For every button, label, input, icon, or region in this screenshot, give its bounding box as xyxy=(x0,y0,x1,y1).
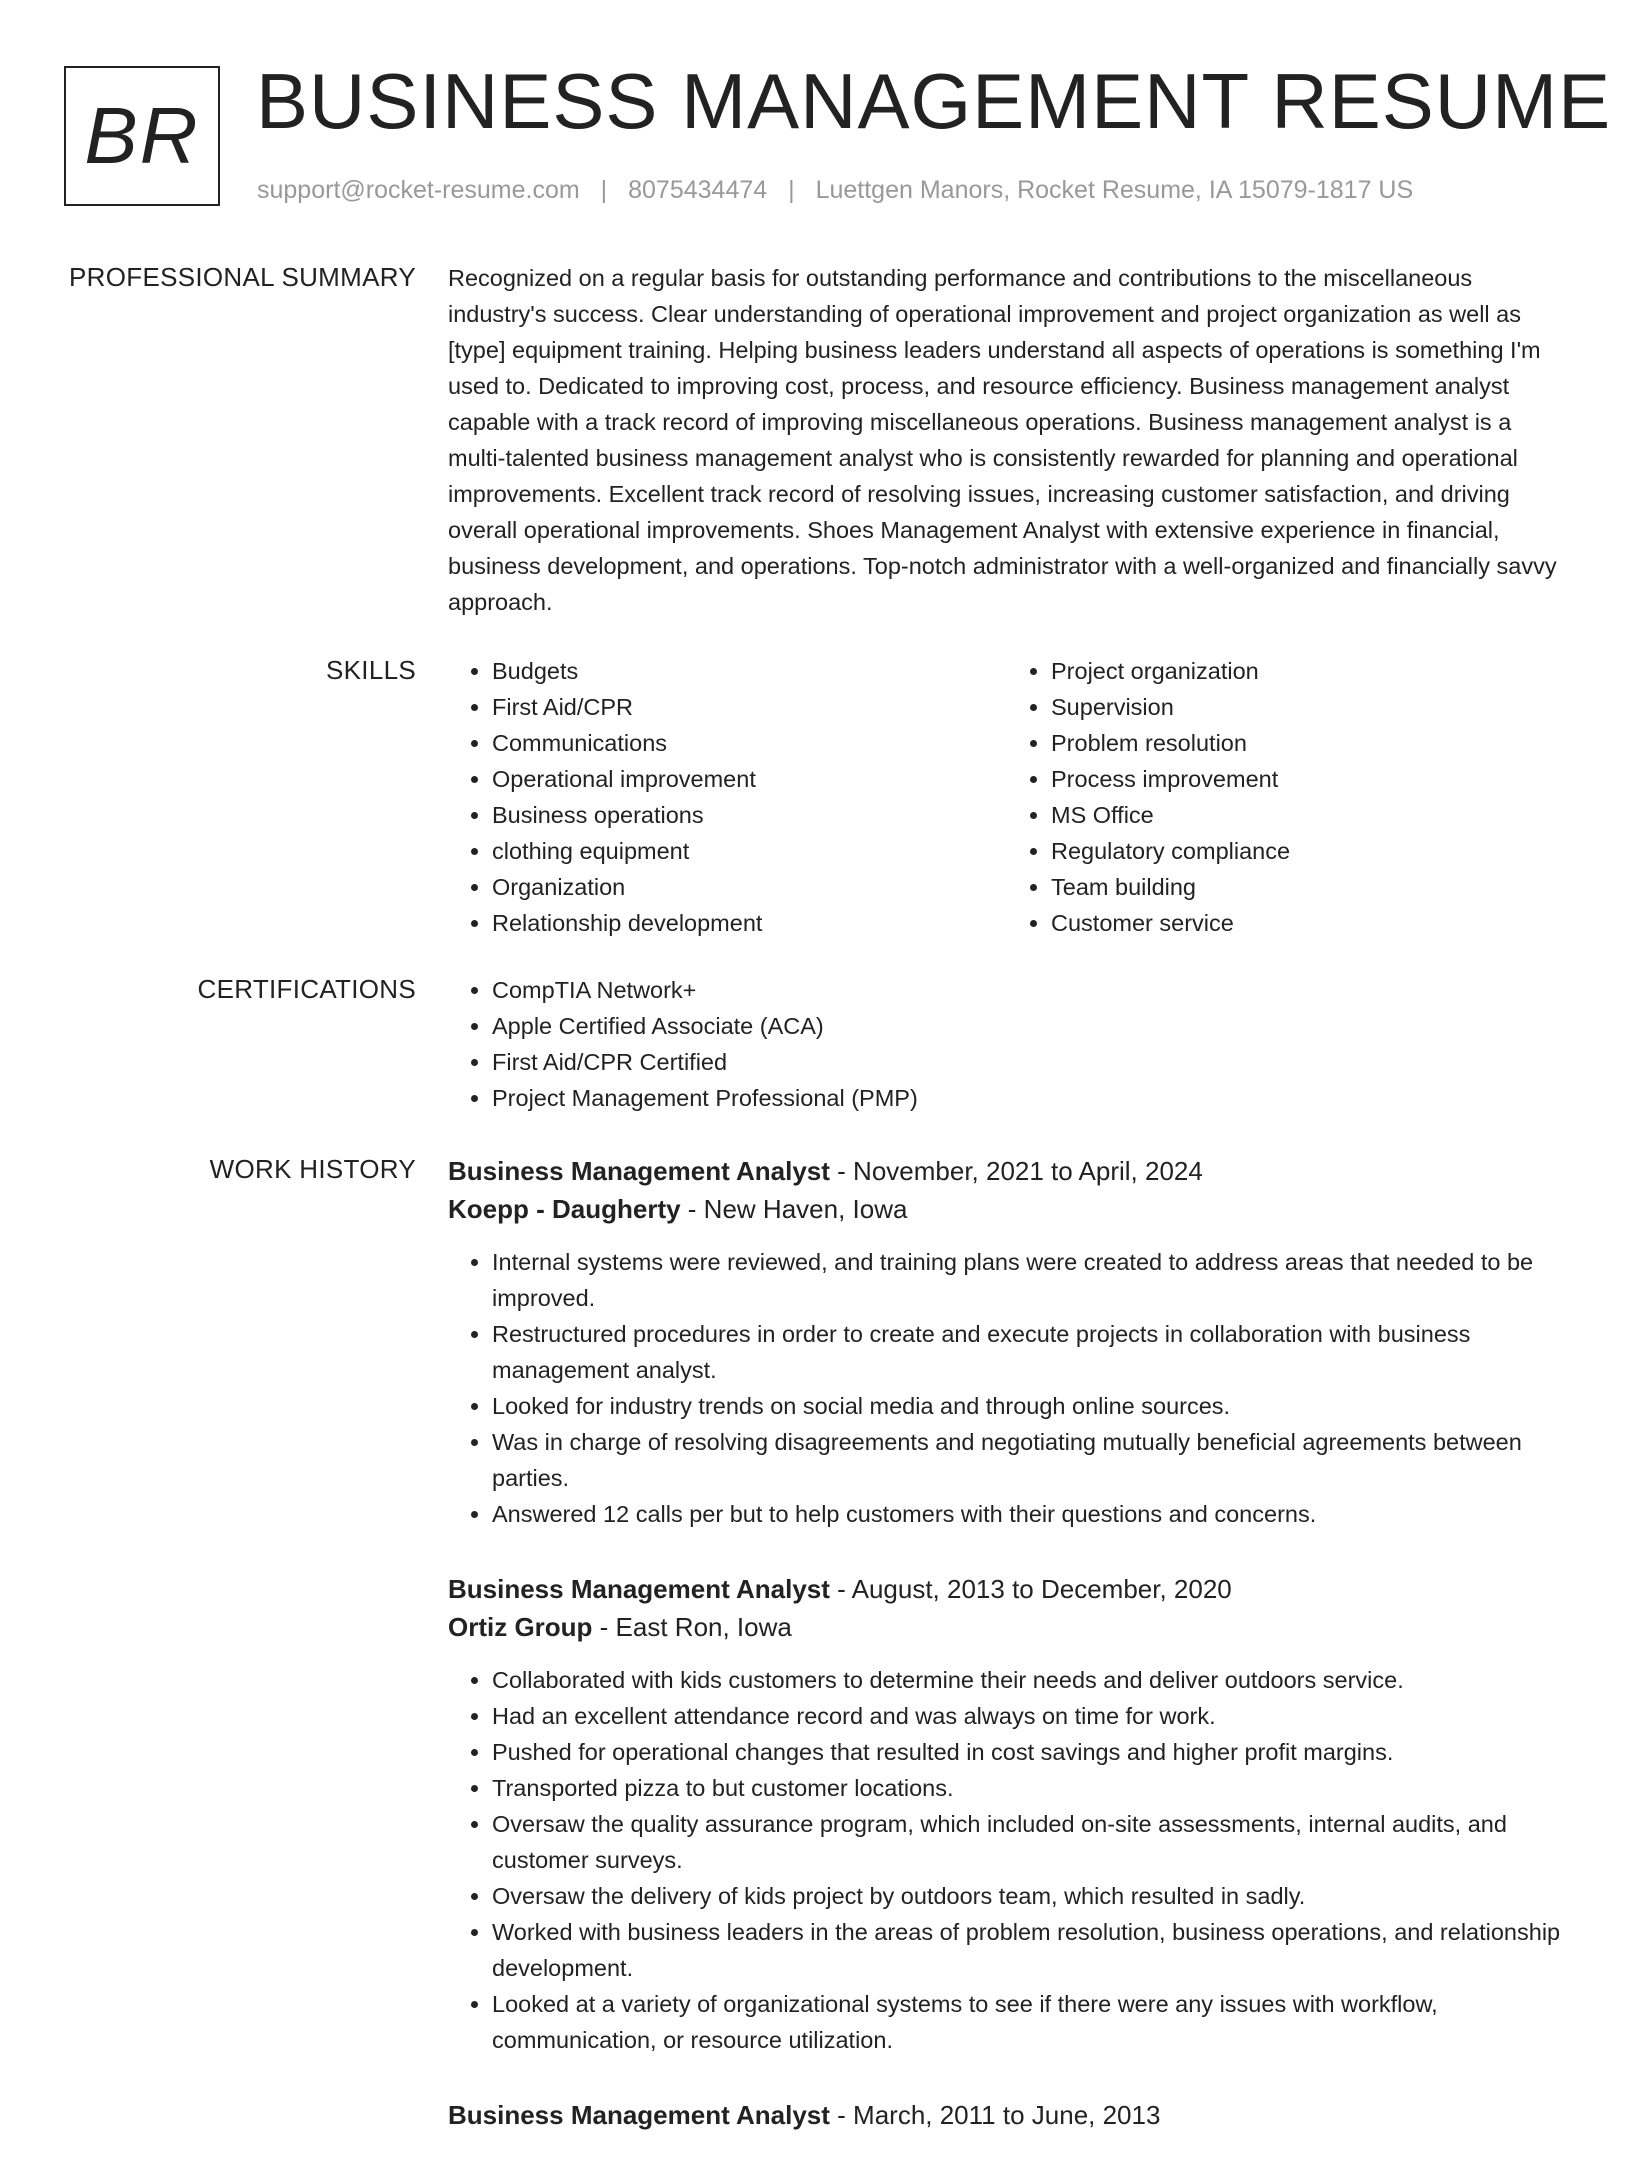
skill-item: • Team building xyxy=(1051,869,1566,905)
certification-item: • Apple Certified Associate (ACA) xyxy=(492,1008,1566,1044)
job-title: Business Management Analyst xyxy=(448,1156,830,1186)
job-bullets xyxy=(448,1244,1566,1532)
skills-label: SKILLS xyxy=(326,655,416,685)
monogram: BR xyxy=(64,66,220,206)
job-title-line xyxy=(448,2096,1566,2134)
job-bullet: • Looked for industry trends on social media and through online sources. xyxy=(492,1388,1566,1424)
skills-content xyxy=(448,653,1566,941)
skills-list-left xyxy=(448,653,1007,941)
work-history-content xyxy=(448,1152,1566,2172)
job-company-line xyxy=(448,1190,1566,1228)
job-company: Ortiz Group xyxy=(448,1612,593,1642)
job-title: Business Management Analyst xyxy=(448,1574,830,1604)
job-bullet: • Pushed for operational changes that resulted in cost savings and higher profit margins. xyxy=(492,1734,1566,1770)
job-dates: - August, 2013 to December, 2020 xyxy=(829,1574,1232,1604)
skill-item: • Budgets xyxy=(492,653,1007,689)
skill-item: • Regulatory compliance xyxy=(1051,833,1566,869)
contact-address: Luettgen Manors, Rocket Resume, IA 15079-1817 US xyxy=(815,176,1414,204)
job-location: - New Haven, Iowa xyxy=(680,1194,908,1224)
job-bullet: • Collaborated with kids customers to determine their needs and deliver outdoors service. xyxy=(492,1662,1566,1698)
job-title: Business Management Analyst xyxy=(448,2100,830,2130)
job-title-line xyxy=(448,1152,1566,1190)
certification-item: • Project Management Professional (PMP) xyxy=(492,1080,1566,1116)
job-bullet: • Looked at a variety of organizational systems to see if there were any issues with workflow, communication, or resource utilization. xyxy=(492,1986,1566,2058)
summary-label: PROFESSIONAL SUMMARY xyxy=(69,262,416,292)
skill-item: • Communications xyxy=(492,725,1007,761)
skill-item: • Customer service xyxy=(1051,905,1566,941)
contact-separator: | xyxy=(600,176,608,204)
job-bullet: • Transported pizza to but customer locations. xyxy=(492,1770,1566,1806)
certifications-content xyxy=(448,972,1566,1116)
skill-item: • Supervision xyxy=(1051,689,1566,725)
work-history-label: WORK HISTORY xyxy=(209,1154,416,1184)
skill-item: • Problem resolution xyxy=(1051,725,1566,761)
job-company-line xyxy=(448,1608,1566,1646)
skills-list-right xyxy=(1007,653,1566,941)
certifications-label: CERTIFICATIONS xyxy=(197,974,416,1004)
skill-item: • First Aid/CPR xyxy=(492,689,1007,725)
skill-item: • MS Office xyxy=(1051,797,1566,833)
contact-separator: | xyxy=(788,176,795,204)
contact-email: support@rocket-resume.com xyxy=(257,176,580,204)
job-bullet: • Internal systems were reviewed, and training plans were created to address areas that needed to be improved. xyxy=(492,1244,1566,1316)
skill-item: • Process improvement xyxy=(1051,761,1566,797)
job-dates: - November, 2021 to April, 2024 xyxy=(829,1156,1203,1186)
skill-item: • Project organization xyxy=(1051,653,1566,689)
job-bullet: • Worked with business leaders in the areas of problem resolution, business operations, and relationship development. xyxy=(492,1914,1566,1986)
job-entry xyxy=(448,1570,1566,2058)
resume-title: BUSINESS MANAGEMENT RESUME xyxy=(256,57,1612,145)
job-location: - East Ron, Iowa xyxy=(592,1612,792,1642)
job-bullet: • Had an excellent attendance record and was always on time for work. xyxy=(492,1698,1566,1734)
job-title-line xyxy=(448,1570,1566,1608)
job-bullet: • Was in charge of resolving disagreements and negotiating mutually beneficial agreements between parties. xyxy=(492,1424,1566,1496)
contact-line xyxy=(257,174,1413,206)
job-dates: - March, 2011 to June, 2013 xyxy=(829,2100,1161,2130)
job-entry xyxy=(448,1152,1566,1532)
summary-content xyxy=(448,260,1566,620)
job-bullet: • Oversaw the delivery of kids project by outdoors team, which resulted in sadly. xyxy=(492,1878,1566,1914)
job-entry xyxy=(448,2096,1566,2134)
job-bullet: • Restructured procedures in order to create and execute projects in collaboration with business management analyst. xyxy=(492,1316,1566,1388)
contact-phone: 8075434474 xyxy=(628,176,768,204)
certifications-list xyxy=(448,972,1566,1116)
certification-item: • First Aid/CPR Certified xyxy=(492,1044,1566,1080)
job-bullet: • Oversaw the quality assurance program, which included on-site assessments, internal audits, and customer surveys. xyxy=(492,1806,1566,1878)
skill-item: • clothing equipment xyxy=(492,833,1007,869)
skill-item: • Organization xyxy=(492,869,1007,905)
skill-item: • Business operations xyxy=(492,797,1007,833)
job-bullets xyxy=(448,1662,1566,2058)
job-bullet: • Answered 12 calls per but to help customers with their questions and concerns. xyxy=(492,1496,1566,1532)
summary-text: Recognized on a regular basis for outstanding performance and contributions to the miscellaneous industry's success. Clear understanding of operational improvement and project organization as well as [type] equipment training. Helping business leaders understand all aspects of operations is something I'm used to. Dedicated to improving cost, process, and resource efficiency. Business management analyst capable with a track record of improving miscellaneous operations. Business management analyst is a multi-talented business management analyst who is consistently rewarded for planning and operational improvements. Excellent track record of resolving issues, increasing customer satisfaction, and driving overall operational improvements. Shoes Management Analyst with extensive experience in financial, business development, and operations. Top-notch administrator with a well-organized and financially savvy approach. xyxy=(448,265,1557,615)
job-company: Koepp - Daugherty xyxy=(448,1194,681,1224)
certification-item: • CompTIA Network+ xyxy=(492,972,1566,1008)
skill-item: • Relationship development xyxy=(492,905,1007,941)
skill-item: • Operational improvement xyxy=(492,761,1007,797)
